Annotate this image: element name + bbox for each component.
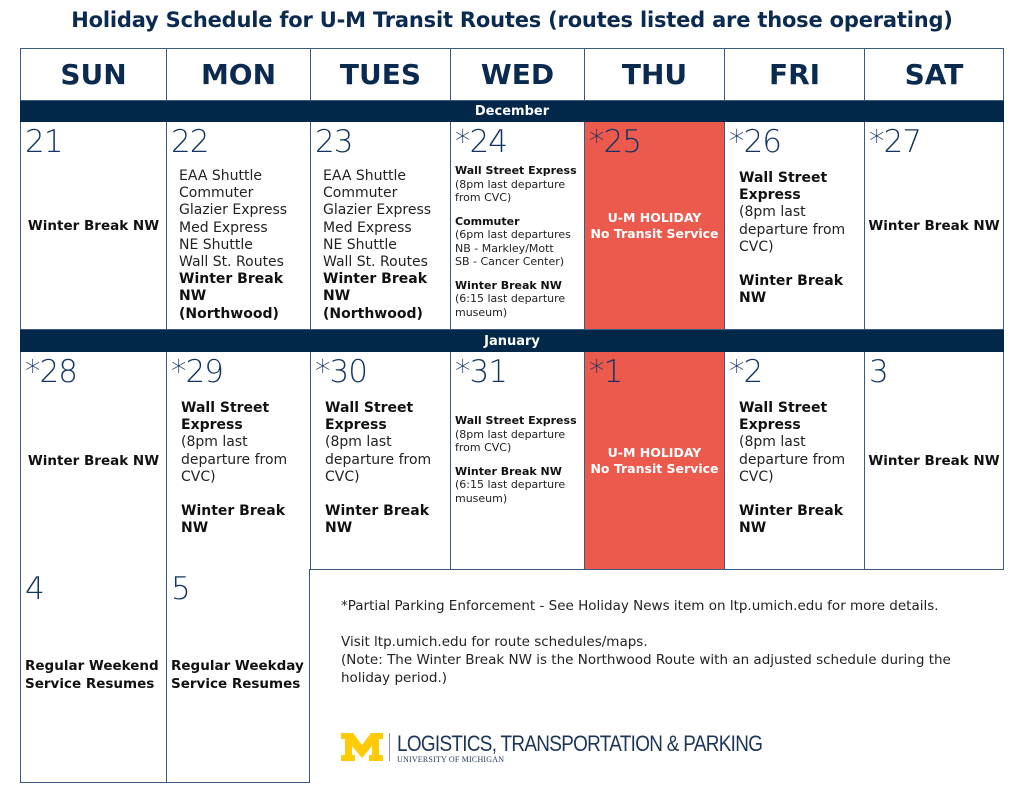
winter-break-note: (Note: The Winter Break NW is the Northwood Route with an adjusted schedule during the holiday period.) (341, 652, 951, 686)
month-bar-december: December (20, 100, 1004, 122)
day-cell-4 (20, 569, 166, 783)
route-item: EAA Shuttle (179, 168, 262, 184)
header-tue (310, 49, 450, 101)
day-cell-21 (20, 122, 166, 330)
day-label: SAT (904, 58, 964, 91)
service-notes (739, 170, 857, 307)
date-number: 3 (869, 354, 888, 390)
page-title: Holiday Schedule for U-M Transit Routes (routes listed are those operating) (71, 8, 953, 32)
note-title: NW (739, 520, 767, 537)
note-line: departure from (181, 451, 288, 468)
route-item: Wall St. Routes (179, 254, 284, 271)
note-title: Winter Break NW (455, 464, 562, 478)
note-title: Wall Street (739, 400, 828, 416)
note-line: (8pm last (325, 434, 392, 451)
service-text (25, 657, 159, 693)
day-cell-31 (450, 352, 584, 570)
note-line: from CVC) (455, 441, 512, 454)
logo-wordmark (397, 733, 822, 764)
note-line: (8pm last (739, 204, 806, 221)
route-item-bold: NW (179, 288, 207, 305)
note-line: (8pm last (739, 434, 806, 451)
day-label: THU (621, 58, 688, 91)
note-block (455, 465, 585, 506)
visit-note: Visit ltp.umich.edu for route schedules/maps. (341, 634, 648, 650)
note-title: Express (325, 417, 387, 434)
week-row (20, 122, 1004, 330)
note-title: Wall Street (739, 170, 828, 186)
route-item: Wall St. Routes (323, 254, 428, 271)
header-sun (20, 49, 166, 101)
service-notes (181, 400, 299, 537)
ltp-logo (341, 733, 822, 764)
note-line: NB - Markley/Mott (455, 241, 554, 255)
day-label: FRI (768, 58, 821, 91)
route-item-bold: Winter Break (323, 271, 428, 288)
holiday-title: U-M HOLIDAY (607, 444, 702, 460)
resume-line: Regular Weekend (25, 658, 159, 674)
holiday-message (585, 210, 724, 242)
date-number: *25 (589, 124, 641, 160)
note-block (455, 414, 585, 455)
note-title: NW (325, 520, 353, 537)
logo-title: LOGISTICS, TRANSPORTATION & PARKING (397, 731, 763, 756)
note-line: departure from (739, 451, 846, 468)
service-notes (455, 164, 585, 329)
route-item: EAA Shuttle (323, 168, 406, 184)
date-number: 22 (171, 124, 209, 160)
date-number: 23 (315, 124, 353, 160)
date-number: *29 (171, 354, 223, 390)
route-item: Commuter (179, 185, 254, 202)
day-cell-27 (864, 122, 1004, 330)
note-block (455, 279, 585, 320)
note-line: CVC) (325, 468, 360, 485)
day-label: MON (200, 58, 277, 91)
route-list (323, 168, 431, 323)
service-notes (325, 400, 443, 537)
day-cell-2 (724, 352, 864, 570)
weekday-header-row (20, 48, 1004, 100)
week-row-partial (20, 569, 310, 783)
route-item: NE Shuttle (179, 236, 253, 253)
note-title: Winter Break (181, 503, 286, 520)
note-title: Winter Break (739, 503, 844, 520)
route-item-bold: (Northwood) (179, 305, 279, 322)
note-line: SB - Cancer Center) (455, 255, 565, 268)
date-number: 5 (171, 571, 190, 607)
route-item: Med Express (323, 219, 412, 236)
day-label: SUN (60, 58, 127, 91)
date-number: *31 (455, 354, 507, 390)
route-item: Commuter (323, 185, 398, 202)
day-cell-23 (310, 122, 450, 330)
service-text: Winter Break NW (27, 217, 160, 234)
holiday-subtitle: No Transit Service (590, 460, 719, 476)
footnotes (341, 597, 981, 687)
day-cell-26 (724, 122, 864, 330)
route-item-bold: (Northwood) (323, 305, 423, 322)
note-title: NW (739, 290, 767, 307)
note-line: departure from (739, 221, 846, 238)
day-cell-25-holiday (584, 122, 724, 330)
month-bar-january: January (20, 330, 1004, 352)
note-line: (6:15 last departure (455, 478, 566, 491)
service-text (171, 657, 304, 693)
day-cell-24 (450, 122, 584, 330)
day-cell-30 (310, 352, 450, 570)
note-line: museum) (455, 305, 508, 319)
date-number: *2 (729, 354, 763, 390)
note-line: museum) (455, 491, 508, 505)
day-cell-5 (166, 569, 310, 783)
note-title: Express (739, 187, 801, 204)
header-mon (166, 49, 310, 101)
route-item-bold: Winter Break (179, 271, 284, 288)
route-item: Glazier Express (179, 202, 288, 219)
note-line: CVC) (181, 468, 216, 485)
note-title: Express (181, 417, 243, 434)
note-title: Commuter (455, 214, 520, 228)
resume-line: Regular Weekday (171, 658, 304, 674)
date-number: *26 (729, 124, 781, 160)
date-number: *28 (25, 354, 77, 390)
note-line: (8pm last departure (455, 427, 566, 441)
date-number: *27 (869, 124, 921, 160)
day-cell-22 (166, 122, 310, 330)
block-m-icon (341, 733, 383, 761)
note-line: (8pm last departure (455, 177, 566, 191)
route-item-bold: NW (323, 288, 351, 305)
route-item: Med Express (179, 219, 268, 236)
note-title: NW (181, 520, 209, 537)
header-fri (724, 49, 864, 101)
note-line: (6pm last departures (455, 228, 571, 241)
date-number: 4 (25, 571, 44, 607)
header-wed (450, 49, 584, 101)
note-title: Wall Street Express (455, 414, 577, 427)
calendar-grid (20, 48, 1004, 570)
logo-subtitle: UNIVERSITY OF MICHIGAN (397, 755, 505, 764)
service-text: Winter Break NW (27, 452, 160, 469)
header-sat (864, 49, 1004, 101)
day-label: WED (480, 58, 555, 91)
date-number: *24 (455, 124, 507, 160)
holiday-message (585, 445, 724, 477)
note-title: Winter Break (739, 273, 844, 290)
service-text: Winter Break NW (868, 217, 1000, 234)
day-cell-28 (20, 352, 166, 570)
route-item: NE Shuttle (323, 236, 397, 253)
note-line: (8pm last (181, 434, 248, 451)
day-label: TUES (339, 58, 422, 91)
note-title: Winter Break (325, 503, 430, 520)
holiday-subtitle: No Transit Service (590, 225, 719, 241)
date-number: *30 (315, 354, 367, 390)
note-title: Wall Street (181, 400, 270, 416)
parking-note: *Partial Parking Enforcement - See Holiday News item on ltp.umich.edu for more details. (341, 598, 939, 614)
week-row (20, 352, 1004, 570)
note-line: departure from (325, 451, 432, 468)
note-line: CVC) (739, 468, 774, 485)
date-number: 21 (25, 124, 63, 160)
logo-divider (389, 733, 390, 761)
note-line: CVC) (739, 238, 774, 255)
note-line: (6:15 last departure (455, 292, 566, 305)
day-cell-3 (864, 352, 1004, 570)
note-block (455, 164, 585, 205)
holiday-title: U-M HOLIDAY (607, 209, 702, 225)
service-notes (455, 414, 585, 515)
note-title: Wall Street Express (455, 164, 577, 177)
note-title: Winter Break NW (455, 278, 562, 292)
note-title: Wall Street (325, 400, 414, 416)
route-item: Glazier Express (323, 202, 432, 219)
resume-line: Service Resumes (171, 676, 301, 692)
service-notes (739, 400, 857, 537)
service-text: Winter Break NW (868, 452, 1000, 469)
route-list (179, 168, 287, 323)
day-cell-1-holiday (584, 352, 724, 570)
day-cell-29 (166, 352, 310, 570)
note-line: from CVC) (455, 191, 512, 204)
date-number: *1 (589, 354, 623, 390)
resume-line: Service Resumes (25, 676, 155, 692)
note-title: Express (739, 417, 801, 434)
note-block (455, 215, 585, 269)
header-thu (584, 49, 724, 101)
